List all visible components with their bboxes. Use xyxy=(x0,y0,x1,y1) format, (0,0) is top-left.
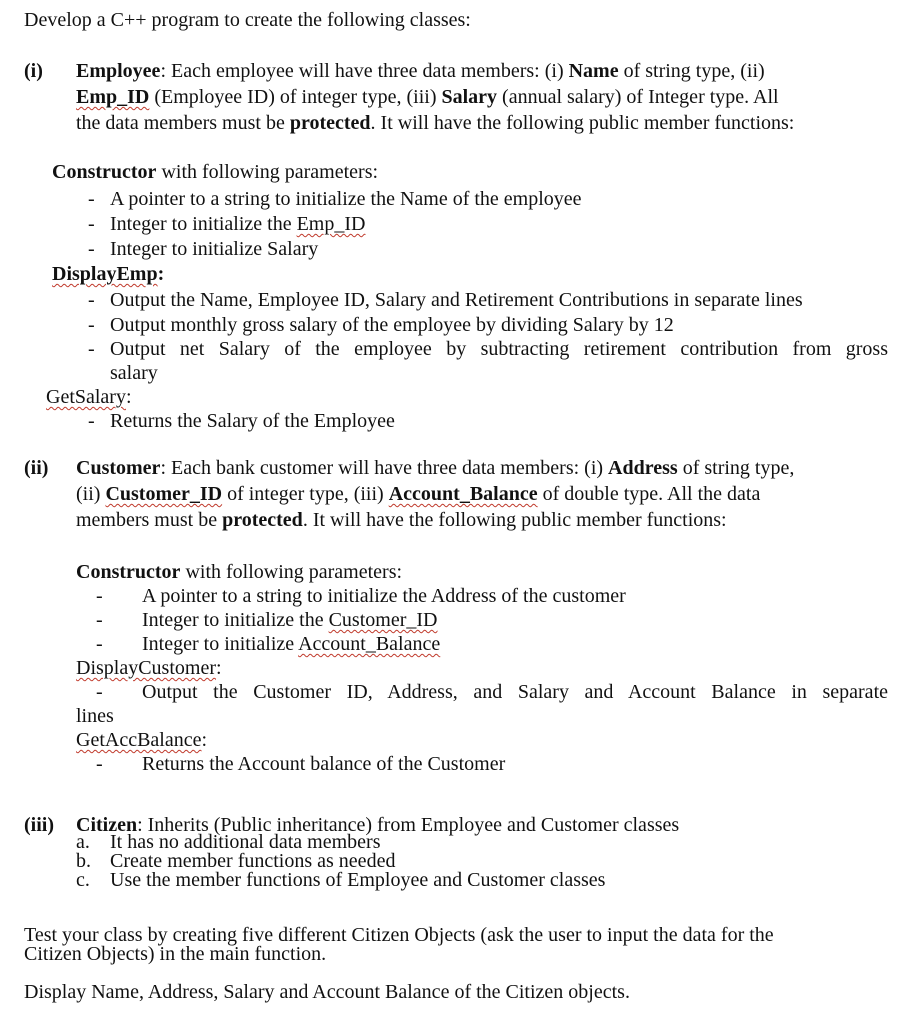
get-acc-balance-item: Returns the Account balance of the Customer xyxy=(142,753,506,775)
employee-desc-line2: Emp_ID (Employee ID) of integer type, (iii) Salary (annual salary) of Integer type. All xyxy=(76,86,779,108)
employee-desc-line1: Employee: Each employee will have three data members: (i) Name of string type, (ii) xyxy=(76,60,765,82)
display-emp-item-3: Output net Salary of the employee by subtracting retirement contribution from gross xyxy=(110,338,888,360)
get-salary-item: Returns the Salary of the Employee xyxy=(110,410,395,432)
section-number-employee: (i) xyxy=(24,60,43,82)
employee-desc-line3: the data members must be protected. It will have the following public member functions: xyxy=(76,112,795,134)
salary-keyword: Salary xyxy=(441,86,498,108)
protected-keyword: protected xyxy=(222,509,303,531)
bullet-dash: - xyxy=(96,609,103,631)
bullet-dash: - xyxy=(88,238,95,260)
bullet-dash: - xyxy=(88,213,95,235)
display-customer-heading: DisplayCustomer: xyxy=(76,657,222,679)
citizen-title: Citizen xyxy=(76,814,138,836)
citizen-item-b: Create member functions as needed xyxy=(110,850,396,872)
display-emp-item-1: Output the Name, Employee ID, Salary and Retirement Contributions in separate lines xyxy=(110,289,803,311)
bullet-dash: - xyxy=(88,410,95,432)
display-emp-item-2: Output monthly gross salary of the employee by dividing Salary by 12 xyxy=(110,314,674,336)
employee-ctor-param-3: Integer to initialize Salary xyxy=(110,238,319,260)
customer-ctor-param-1: A pointer to a string to initialize the Address of the customer xyxy=(142,585,626,607)
account-balance-keyword: Account_Balance xyxy=(388,483,538,505)
emp-id-keyword: Emp_ID xyxy=(76,86,150,108)
employee-title: Employee xyxy=(76,60,161,82)
customer-desc-line2: (ii) Customer_ID of integer type, (iii) Account_Balance of double type. All the data xyxy=(76,483,761,505)
bullet-dash: - xyxy=(96,753,103,775)
display-customer-item: Output the Customer ID, Address, and Salary and Account Balance in separate xyxy=(142,681,888,703)
citizen-item-label-a: a. xyxy=(76,831,90,853)
citizen-item-label-b: b. xyxy=(76,850,91,872)
display-emp-item-3-cont: salary xyxy=(110,362,158,384)
bullet-dash: - xyxy=(96,585,103,607)
test-instruction-line1: Test your class by creating five different Citizen Objects (ask the user to input the data for the xyxy=(24,924,774,946)
customer-ctor-param-2: Integer to initialize the Customer_ID xyxy=(142,609,438,631)
citizen-desc: Citizen: Inherits (Public inheritance) from Employee and Customer classes xyxy=(76,814,680,836)
bullet-dash: - xyxy=(96,681,103,703)
bullet-dash: - xyxy=(88,338,95,360)
customer-desc-line1: Customer: Each bank customer will have three data members: (i) Address of string type, xyxy=(76,457,795,479)
employee-ctor-param-1: A pointer to a string to initialize the Name of the employee xyxy=(110,188,582,210)
citizen-item-a: It has no additional data members xyxy=(110,831,381,853)
test-instruction-line2: Citizen Objects) in the main function. xyxy=(24,943,327,965)
customer-constructor-heading: Constructor with following parameters: xyxy=(76,561,403,583)
intro-text: Develop a C++ program to create the following classes: xyxy=(24,9,471,31)
employee-ctor-param-2: Integer to initialize the Emp_ID xyxy=(110,213,366,235)
bullet-dash: - xyxy=(88,188,95,210)
name-keyword: Name xyxy=(568,60,619,82)
display-emp-heading: DisplayEmp: xyxy=(52,263,165,285)
display-customer-item-cont: lines xyxy=(76,705,114,727)
get-acc-balance-heading: GetAccBalance: xyxy=(76,729,208,751)
customer-title: Customer xyxy=(76,457,161,479)
bullet-dash: - xyxy=(88,314,95,336)
customer-ctor-param-3: Integer to initialize Account_Balance xyxy=(142,633,441,655)
bullet-dash: - xyxy=(96,633,103,655)
section-number-citizen: (iii) xyxy=(24,814,54,836)
citizen-item-c: Use the member functions of Employee and Customer classes xyxy=(110,869,606,891)
protected-keyword: protected xyxy=(289,112,371,134)
employee-constructor-heading: Constructor with following parameters: xyxy=(52,161,379,183)
display-instruction: Display Name, Address, Salary and Account Balance of the Citizen objects. xyxy=(24,981,630,1003)
customer-id-keyword: Customer_ID xyxy=(105,483,223,505)
section-number-customer: (ii) xyxy=(24,457,49,479)
citizen-item-label-c: c. xyxy=(76,869,90,891)
bullet-dash: - xyxy=(88,289,95,311)
customer-desc-line3: members must be protected. It will have the following public member functions: xyxy=(76,509,727,531)
get-salary-heading: GetSalary: xyxy=(46,386,132,408)
address-keyword: Address xyxy=(608,457,678,479)
